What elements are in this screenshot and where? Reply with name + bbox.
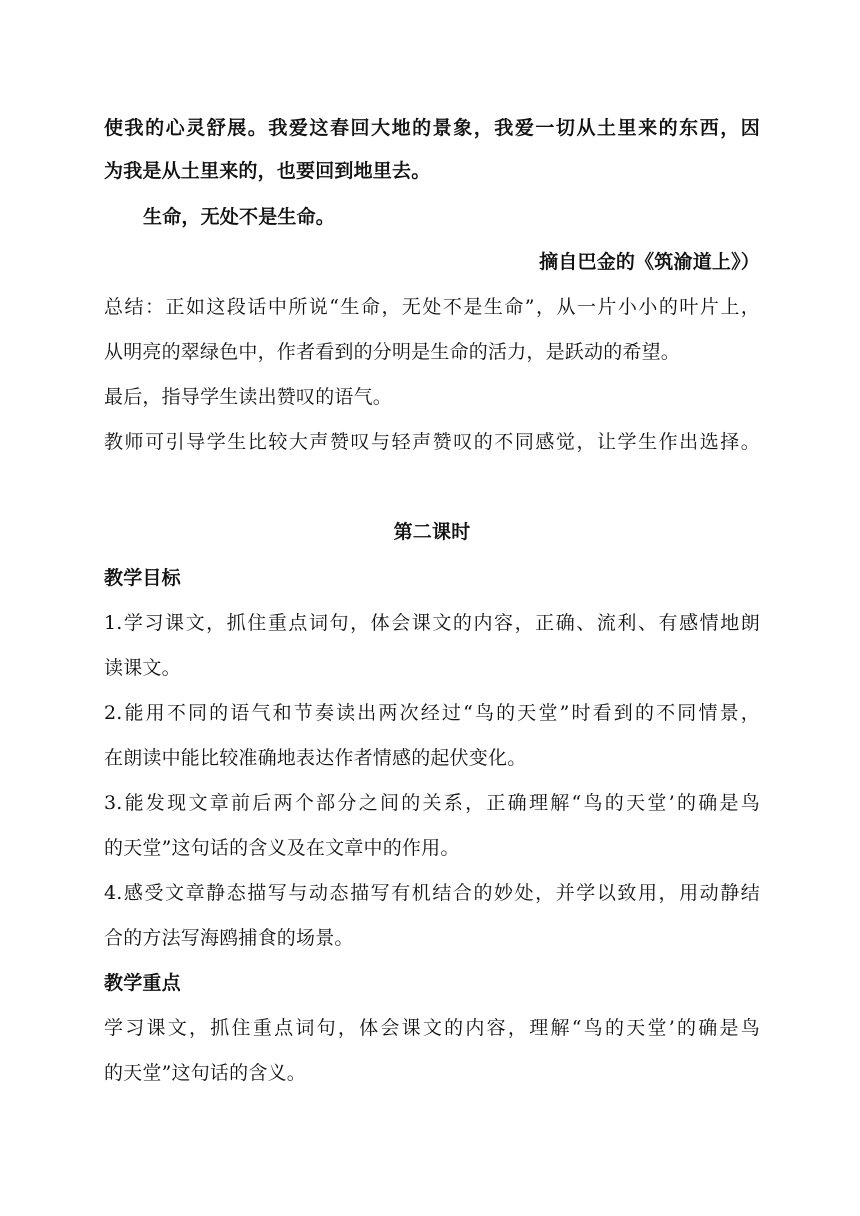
goal-2-line-2: 在朗读中能比较准确地表达作者情感的起伏变化。 [104, 747, 527, 769]
goal-4-line-2: 合的方法写海鸥捕食的场景。 [104, 927, 354, 949]
goal-1-line-2: 读课文。 [104, 657, 181, 679]
goal-4-line-1: 4.感受文章静态描写与动态描写有机结合的妙处，并学以致用，用动静结 [104, 882, 760, 904]
key-points-line-2: 的天堂”这句话的含义。 [104, 1062, 306, 1084]
goal-1-line-1: 1.学习课文，抓住重点词句，体会课文的内容，正确、流利、有感情地朗 [104, 612, 760, 634]
summary-line-4: 教师可引导学生比较大声赞叹与轻声赞叹的不同感觉，让学生作出选择。 [104, 431, 760, 453]
goals-heading: 教学目标 [104, 567, 181, 589]
quote-line-2: 为我是从土里来的，也要回到地里去。 [104, 160, 431, 182]
section-title: 第二课时 [393, 521, 471, 543]
goal-2-line-1: 2.能用不同的语气和节奏读出两次经过“鸟的天堂”时看到的不同情景， [104, 702, 760, 724]
quote-source: 摘自巴金的《筑渝道上》） [539, 251, 760, 273]
quote-line-1: 使我的心灵舒展。我爱这春回大地的景象，我爱一切从土里来的东西，因 [104, 117, 760, 139]
goal-3-line-1: 3.能发现文章前后两个部分之间的关系，正确理解“鸟的天堂’的确是鸟 [104, 792, 760, 814]
summary-line-3: 最后，指导学生读出赞叹的语气。 [104, 386, 393, 408]
summary-line-2: 从明亮的翠绿色中，作者看到的分明是生命的活力，是跃动的希望。 [104, 341, 681, 363]
quote-line-3: 生命，无处不是生命。 [143, 206, 336, 228]
summary-line-1: 总结：正如这段话中所说“生命，无处不是生命”，从一片小小的叶片上， [104, 296, 760, 318]
key-points-heading: 教学重点 [104, 972, 181, 994]
goal-3-line-2: 的天堂”这句话的含义及在文章中的作用。 [104, 837, 460, 859]
key-points-line-1: 学习课文，抓住重点词句，体会课文的内容，理解“鸟的天堂’的确是鸟 [104, 1017, 760, 1039]
